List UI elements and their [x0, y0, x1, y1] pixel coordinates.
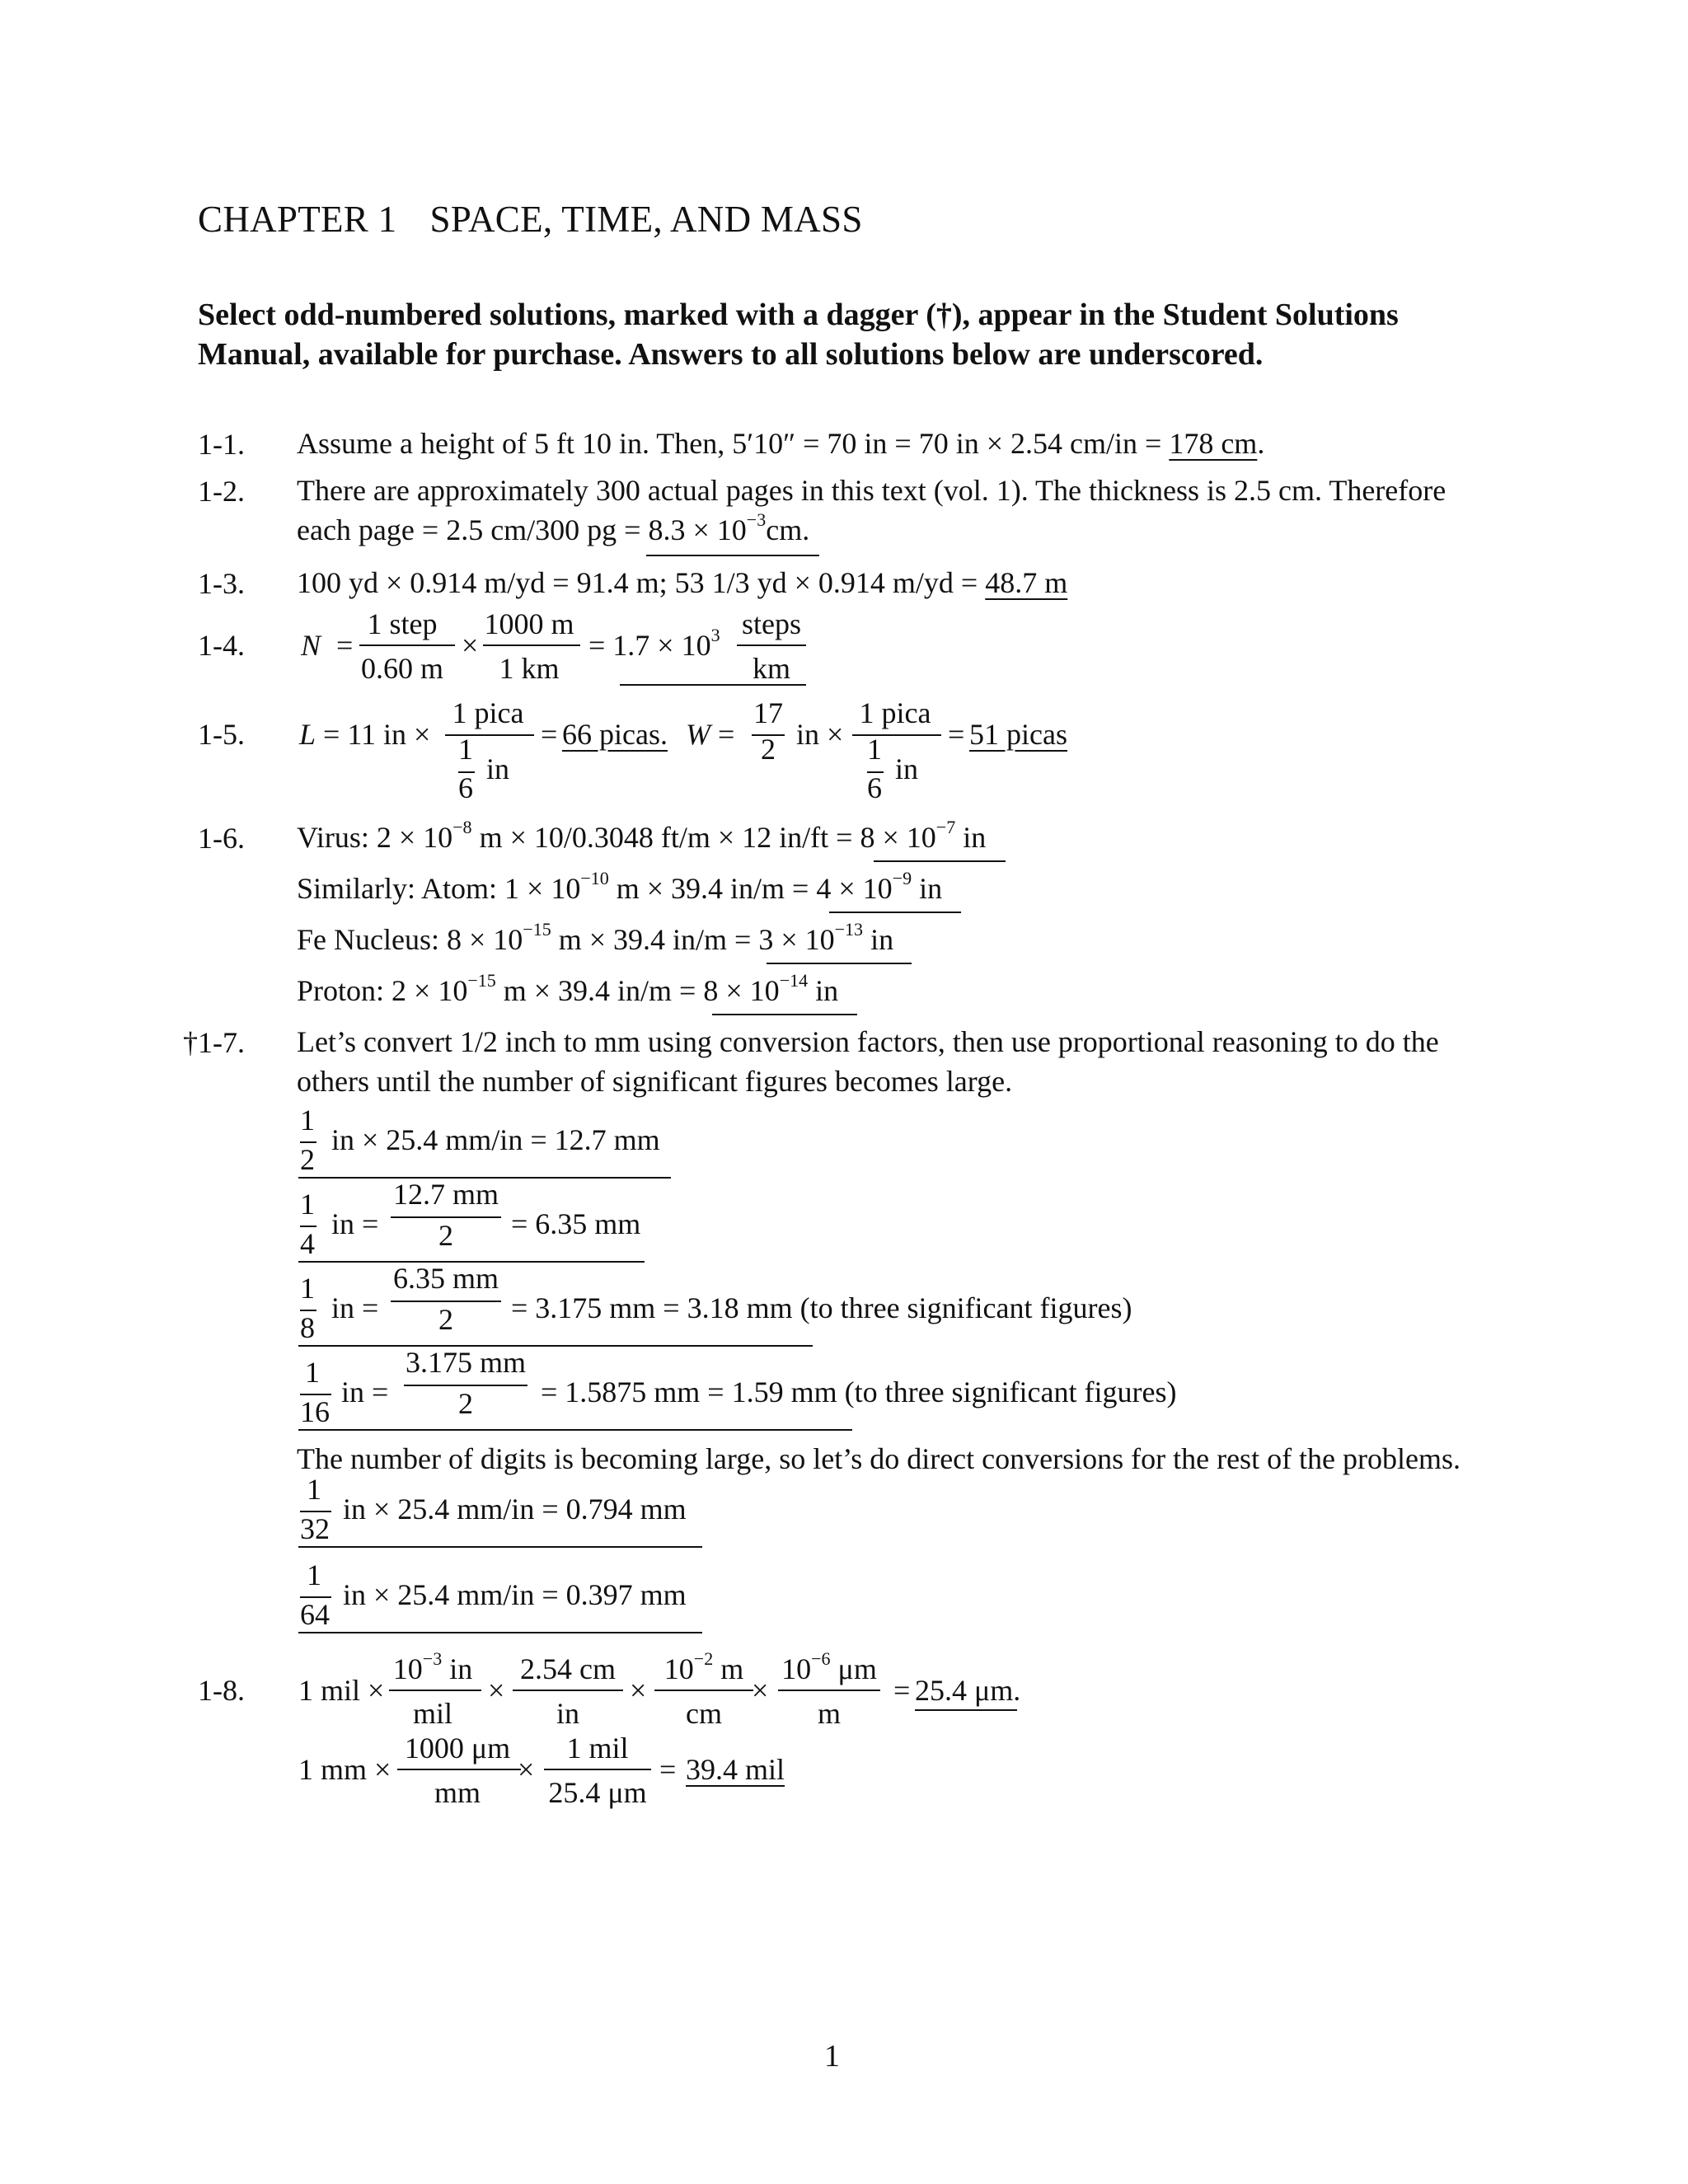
r2-eq: in = — [331, 1207, 379, 1240]
p18-a4-num: $10^{-6}$ μm — [781, 1648, 877, 1685]
chapter-title: SPACE, TIME, AND MASS — [429, 199, 863, 240]
problem-1-4-var: N — [301, 629, 321, 662]
problem-1-4-answer-underline — [620, 684, 806, 686]
problem-1-4-f1-den: 0.60 m — [360, 652, 443, 685]
problem-1-6-virus-underline — [874, 860, 1006, 862]
problem-number-1-8: 1-8. — [198, 1674, 245, 1707]
r3-fnum: 6.35 mm — [392, 1262, 499, 1295]
problem-1-1-text: Assume a height of 5 ft 10 in. Then, 5′10″ = 70 in = 70 in × 2.54 cm/in = 178 cm. — [297, 427, 1265, 460]
problem-1-4-eq: = — [336, 629, 354, 662]
r6-frac-num: 1 — [307, 1558, 321, 1591]
r4-underline — [298, 1429, 852, 1431]
p18-a4-den: m — [817, 1697, 841, 1730]
r2-frac-num: 1 — [300, 1188, 315, 1221]
chapter-heading — [198, 198, 863, 241]
p18-times-2: × — [630, 1674, 647, 1707]
problem-1-6-proton-underline — [712, 1014, 857, 1015]
problem-number-1-6: 1-6. — [198, 822, 245, 855]
problem-1-4-unit-num: steps — [742, 607, 801, 640]
r1-frac-den: 2 — [300, 1143, 315, 1176]
p18-b1-bar — [397, 1769, 521, 1770]
r1-text: in × 25.4 mm/in = 12.7 mm — [331, 1123, 660, 1156]
r6-frac-den: 64 — [300, 1598, 330, 1631]
problem-1-5-W-answer: 51 picas — [969, 718, 1067, 751]
p18-eq-a: = — [893, 1674, 911, 1707]
problem-number-1-2: 1-2. — [198, 475, 245, 508]
intro-note: Select odd-numbered solutions, marked with a dagger (†), appear in the Student Solutions Manual, available for purchase. Answers to all solutions below are underscored. — [198, 298, 1399, 372]
p18-times-b: × — [518, 1753, 535, 1786]
problem-1-8-a-lead: 1 mil × — [298, 1674, 385, 1707]
p18-a2-den: in — [556, 1697, 579, 1730]
p18-eq-b: = — [659, 1753, 677, 1786]
problem-1-1-answer: 178 cm — [1169, 427, 1258, 460]
problem-1-2-line1: There are approximately 300 actual pages in this text (vol. 1). The thickness is 2.5 cm. Therefore — [297, 474, 1447, 507]
r2-fnum: 12.7 mm — [392, 1178, 499, 1211]
problem-1-4-f1-num: 1 step — [367, 607, 438, 640]
problem-1-5-W-eq: = — [948, 718, 965, 751]
problem-1-6-atom-answer: $4 \times 10^{-9}$ in — [816, 868, 943, 905]
p18-times-1: × — [488, 1674, 505, 1707]
problem-1-6-fe-underline — [767, 963, 912, 964]
problem-1-7-note: The number of digits is becoming large, so let’s do direct conversions for the rest of the problems. — [297, 1442, 1461, 1475]
problem-number-1-7: †1-7. — [183, 1026, 245, 1059]
r5-text: in × 25.4 mm/in = 0.794 mm — [343, 1493, 687, 1526]
problem-1-5-W-letter: W — [686, 718, 710, 751]
problem-1-2-work: each page = 2.5 cm/300 pg = — [297, 513, 641, 546]
problem-1-3-answer: 48.7 m — [985, 566, 1068, 599]
problem-1-5-W-rest: = — [710, 718, 735, 751]
problem-1-6-atom-underline — [829, 912, 961, 913]
problem-1-7-line2: others until the number of significant figures becomes large. — [297, 1065, 1013, 1098]
problem-1-5-L-num: 1 pica — [452, 696, 524, 729]
problem-1-5-W-den: 2 — [761, 733, 776, 766]
problem-1-4-f2-num: 1000 m — [484, 607, 574, 640]
r2-frac-den: 4 — [300, 1227, 315, 1260]
p18-times-3: × — [752, 1674, 769, 1707]
r3-underline — [298, 1345, 813, 1347]
problem-1-5-L-sixth-num: 1 — [458, 733, 473, 766]
problem-1-8-b-answer: 39.4 mil — [686, 1753, 785, 1786]
problem-1-2-line2 — [297, 510, 809, 550]
p18-b2-den: 25.4 μm — [548, 1776, 647, 1809]
problem-1-5-L-in: in — [486, 752, 510, 785]
p18-b1-den: mm — [434, 1776, 481, 1809]
problem-1-5-W2-num: 1 pica — [859, 696, 931, 729]
problem-1-5-L-sixth-den: 6 — [458, 771, 473, 804]
problem-1-5-W-num: 17 — [753, 696, 783, 729]
r5-underline — [298, 1546, 702, 1548]
p18-a3-den: cm — [686, 1697, 722, 1730]
problem-1-6-atom: Similarly: Atom: $1 \times 10^{-10}$ m × 39.4 $in/m = 4 \times 10^{-9}$ in — [297, 868, 943, 905]
r4-frac-num: 1 — [305, 1356, 320, 1389]
p18-b2-num: 1 mil — [566, 1732, 629, 1765]
problem-1-8-a-answer: 25.4 μm. — [915, 1674, 1021, 1707]
r6-underline — [298, 1632, 702, 1633]
r4-eq: in = — [341, 1376, 389, 1408]
problem-1-5-W-sixth-num: 1 — [867, 733, 882, 766]
page-number: 1 — [824, 2039, 840, 2074]
p18-a3-bar — [654, 1690, 753, 1691]
problem-1-4-f2-den: 1 km — [499, 652, 560, 685]
r6-text: in × 25.4 mm/in = 0.397 mm — [343, 1578, 687, 1611]
problem-1-2-answer-underline — [646, 555, 819, 556]
r3-rest: = 3.175 mm = 3.18 mm (to three significant figures) — [511, 1291, 1132, 1324]
r3-eq: in = — [331, 1291, 379, 1324]
r5-frac-den: 32 — [300, 1512, 330, 1545]
problem-1-1-work: Assume a height of 5 ft 10 in. Then, 5′10″ = 70 in = 70 in × 2.54 cm/in = — [297, 427, 1162, 460]
r2-fden: 2 — [438, 1219, 453, 1252]
problem-1-4-times: × — [462, 629, 479, 662]
problem-1-4-unit-bar — [737, 644, 806, 646]
r1-frac-num: 1 — [300, 1104, 315, 1137]
chapter-number: CHAPTER 1 — [198, 199, 397, 240]
r4-rest: = 1.5875 mm = 1.59 mm (to three significant figures) — [541, 1376, 1177, 1408]
problem-1-5-times-in: in × — [796, 718, 844, 751]
problem-1-6-virus-answer: $8 \times 10^{-7}$ in — [860, 817, 987, 854]
problem-number-1-3: 1-3. — [198, 567, 245, 600]
problem-1-5-L-lead — [299, 717, 430, 752]
problem-1-6-fe-answer: $3 \times 10^{-13}$ in — [758, 919, 894, 956]
p18-a1-bar — [389, 1690, 481, 1691]
r4-fnum: 3.175 mm — [405, 1346, 526, 1379]
problem-1-3-text — [297, 563, 1067, 602]
p18-a1-num: $10^{-3}$ in — [392, 1648, 473, 1685]
p18-a4-bar — [778, 1690, 880, 1691]
r3-frac-num: 1 — [300, 1272, 315, 1305]
r3-frac-den: 8 — [300, 1311, 315, 1344]
problem-1-5-L-answer: 66 picas. — [562, 718, 668, 751]
p18-a1-den: mil — [412, 1697, 452, 1730]
p18-b2-bar — [544, 1769, 651, 1770]
problem-1-5-W-var — [686, 717, 734, 752]
p18-a3-num: $10^{-2}$ m — [663, 1648, 744, 1685]
problem-1-6-fe: Fe Nucleus: $8 \times 10^{-15}$ m × 39.4 $in/m = 3 \times 10^{-13}$ in — [297, 919, 894, 956]
problem-1-4-result: = $1.7 \times 10^3$ — [588, 625, 720, 662]
problem-1-4-f2-bar — [483, 644, 580, 646]
p18-a2-num: 2.54 cm — [520, 1652, 616, 1685]
problem-1-6-proton-answer: $8 \times 10^{-14}$ in — [703, 970, 839, 1007]
problem-1-5-W-in: in — [895, 752, 919, 785]
problem-1-3-work: 100 yd × 0.914 m/yd = 91.4 m; 53 1/3 yd × 0.914 m/yd = — [297, 566, 978, 599]
problem-1-7-line1: Let’s convert 1/2 inch to mm using conversion factors, then use proportional reasoning to do the — [297, 1025, 1439, 1058]
r2-rest: = 6.35 mm — [511, 1207, 641, 1240]
problem-1-5-W2-bar — [852, 734, 941, 736]
problem-1-5-W-sixth-den: 6 — [867, 771, 882, 804]
r3-fden: 2 — [438, 1303, 453, 1336]
problem-1-4-f1-bar — [359, 644, 455, 646]
problem-1-5-L-eq: = — [541, 718, 558, 751]
problem-1-6-proton: Proton: $2 \times 10^{-15}$ m × 39.4 $in/m = 8 \times 10^{-14}$ in — [297, 970, 839, 1007]
r4-frac-den: 16 — [300, 1395, 330, 1428]
problem-number-1-5: 1-5. — [198, 718, 245, 751]
problem-1-6-virus: Virus: $2 \times 10^{-8}$ m × 10/0.3048 ft/m × 12 $in/ft = 8 \times 10^{-7}$ in — [297, 817, 987, 854]
r4-fden: 2 — [458, 1387, 473, 1420]
problem-1-4-unit-den: km — [752, 652, 790, 685]
problem-1-5-L-var: L — [299, 718, 316, 751]
problem-1-8-b-lead: 1 mm × — [298, 1753, 392, 1786]
problem-1-8-a-underline — [915, 1709, 1017, 1711]
problem-1-2-answer: $8.3 \times 10^{-3}cm$. — [648, 509, 810, 546]
problem-1-5-L-rest: = 11 in × — [316, 718, 431, 751]
problem-number-1-4: 1-4. — [198, 629, 245, 662]
problem-number-1-1: 1-1. — [198, 428, 245, 461]
r5-frac-num: 1 — [307, 1473, 321, 1506]
p18-a2-bar — [513, 1690, 623, 1691]
p18-b1-num: 1000 μm — [404, 1732, 511, 1765]
